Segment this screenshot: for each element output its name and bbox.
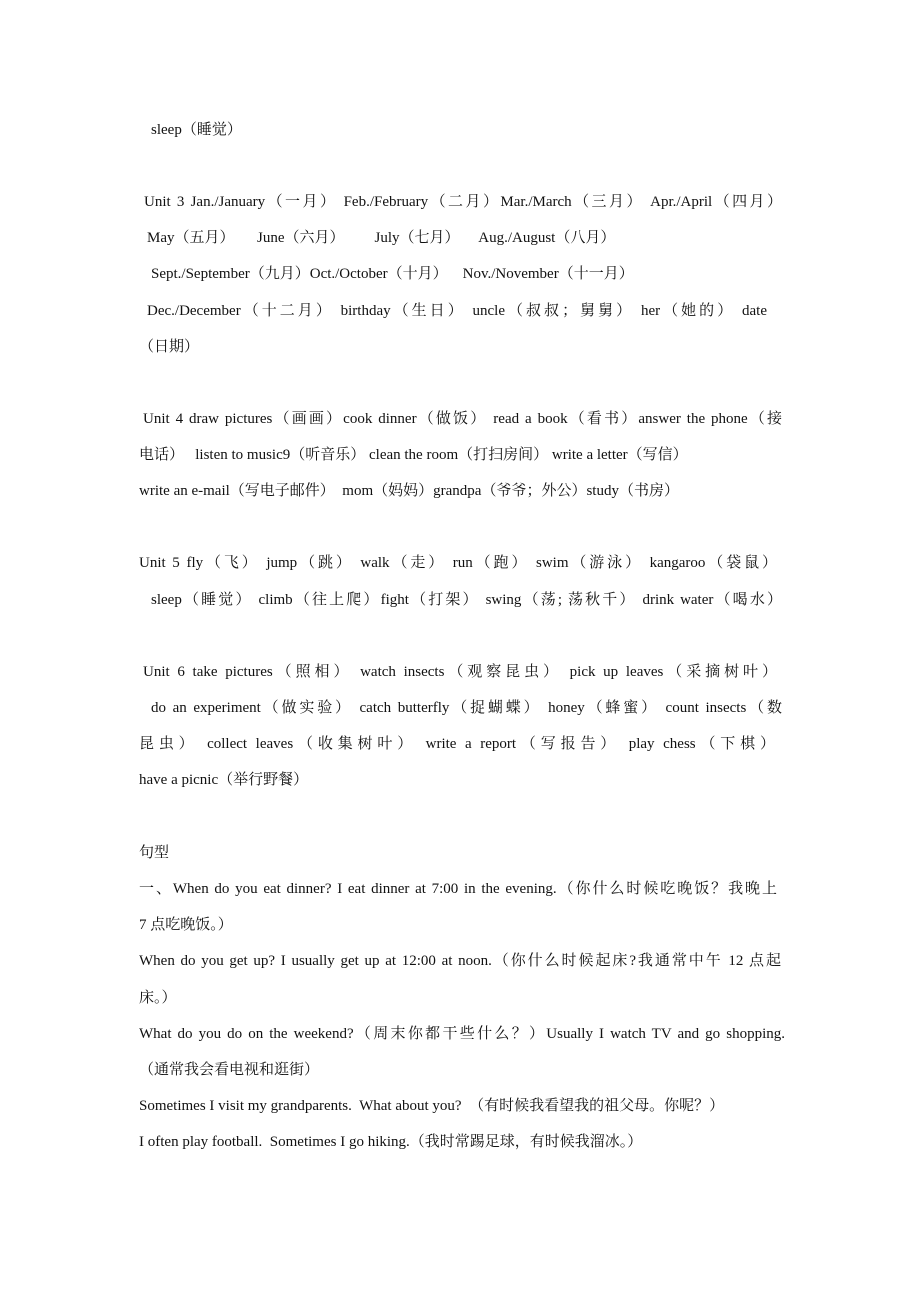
unit3-heading-line: Unit 3 Jan./January（一月） Feb./February（二月）Mar./March（三月） Apr./April（四月） — [144, 194, 782, 210]
vocab-line: do an experiment（做实验） catch butterfly（捉蝴蝶） honey（蜂蜜） count insects（数 — [151, 700, 782, 716]
sentence-line: Sometimes I visit my grandparents. What about you? （有时候我看望我的祖父母。你呢？） — [139, 1098, 725, 1114]
vocab-line: Sept./September（九月）Oct./October（十月） Nov./November（十一月） — [151, 266, 634, 282]
vocab-line: 昆虫） collect leaves（收集树叶） write a report（写报告） play chess（下棋） — [139, 736, 775, 752]
sentence-patterns-heading: 句型 — [139, 845, 170, 861]
sentence-line: 一、When do you eat dinner? I eat dinner at 7:00 in the evening.（你什么时候吃晚饭？我晚上 — [139, 881, 777, 897]
sentence-line: When do you get up? I usually get up at 12:00 at noon.（你什么时候起床?我通常中午 12 点起 — [139, 953, 781, 969]
vocab-line: （日期） — [139, 339, 200, 355]
sentence-line: 7 点吃晚饭。） — [139, 917, 233, 933]
vocab-line: Dec./December（十二月） birthday（生日） uncle（叔叔；舅舅） her（她的） date — [147, 303, 767, 319]
vocab-line: sleep（睡觉） climb（往上爬）fight（打架） swing（荡; 荡秋千） drink water（喝水） — [151, 592, 782, 608]
vocab-line: May（五月） June（六月） July（七月） Aug./August（八月） — [147, 230, 616, 246]
unit4-heading-line: Unit 4 draw pictures（画画）cook dinner（做饭） read a book（看书）answer the phone（接 — [143, 411, 782, 427]
sentence-line: What do you do on the weekend?（周末你都干些什么？）Usually I watch TV and go shopping. — [139, 1026, 785, 1042]
sentence-line: （通常我会看电视和逛街） — [139, 1062, 320, 1078]
vocab-line: sleep（睡觉） — [151, 122, 242, 138]
unit5-heading-line: Unit 5 fly（飞） jump（跳） walk（走） run（跑） swim（游泳） kangaroo（袋鼠） — [139, 555, 777, 571]
sentence-line: I often play football. Sometimes I go hiking.（我时常踢足球，有时候我溜冰。） — [139, 1134, 643, 1150]
vocab-line: 电话） listen to music9（听音乐） clean the room（打扫房间） write a letter（写信） — [139, 447, 688, 463]
unit6-heading-line: Unit 6 take pictures（照相） watch insects（观察昆虫） pick up leaves（采摘树叶） — [143, 664, 777, 680]
vocab-line: have a picnic（举行野餐） — [139, 772, 309, 788]
sentence-line: 床。） — [139, 990, 177, 1006]
vocab-line: write an e-mail（写电子邮件） mom（妈妈）grandpa（爷爷；外公）study（书房） — [139, 483, 679, 499]
